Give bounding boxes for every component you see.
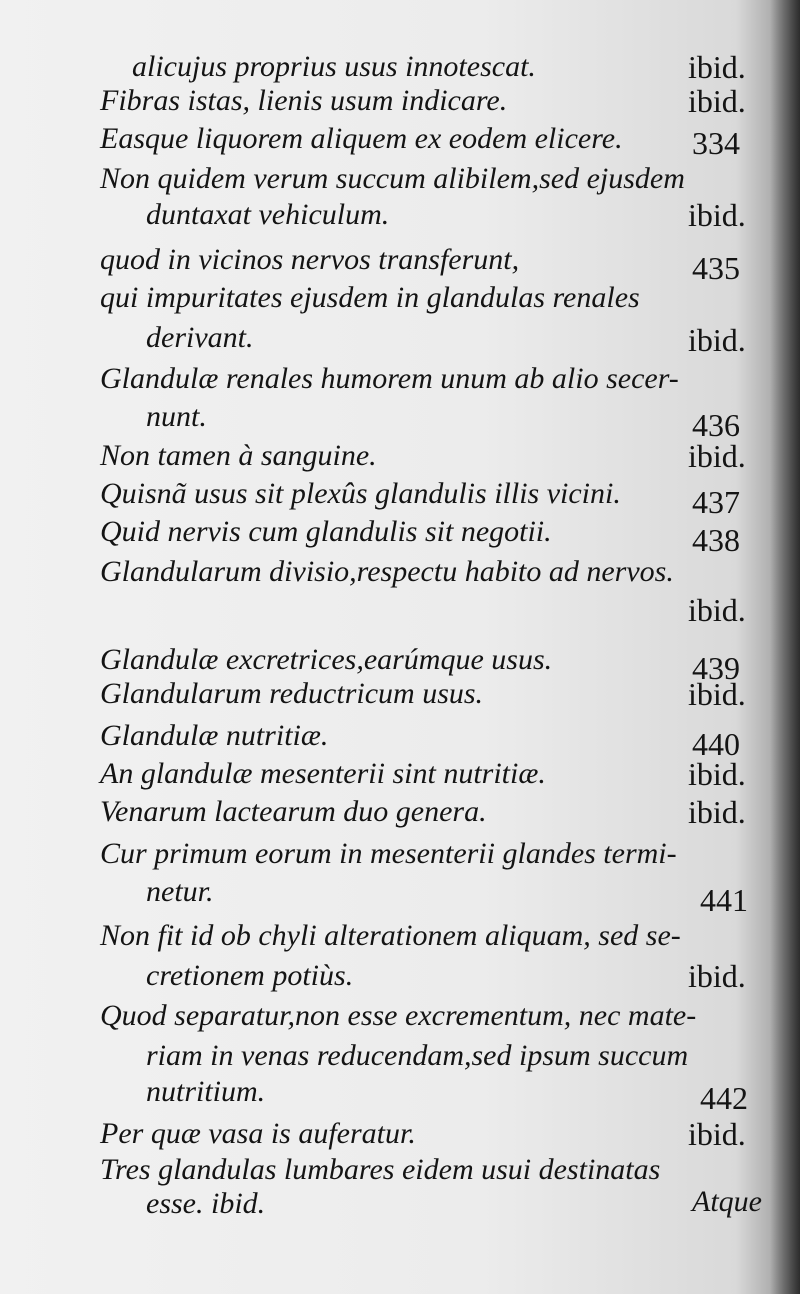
index-entry-text: esse. ibid. — [146, 1187, 266, 1220]
index-entry-page-ref: 439 — [692, 650, 740, 686]
index-entry-text: nunt. — [146, 400, 207, 433]
index-entry-page-ref: ibid. — [688, 438, 746, 474]
index-entry-page-ref: 437 — [692, 484, 740, 520]
index-entry-text: nutritium. — [146, 1075, 266, 1108]
index-entry-page-ref: ibid. — [688, 958, 746, 994]
index-entry-page-ref: ibid. — [688, 756, 746, 792]
index-entry-text: Non quidem verum succum alibilem,sed ejusdem — [100, 162, 685, 195]
index-entry-page-ref: ibid. — [688, 197, 746, 233]
index-entry-page-ref: 436 — [692, 407, 740, 443]
index-entry-page-ref: 441 — [700, 882, 748, 918]
index-entry-page-ref: ibid. — [688, 592, 746, 628]
index-entry-text: Cur primum eorum in mesenterii glandes termi- — [100, 837, 677, 870]
index-entry-text: netur. — [146, 875, 214, 908]
index-entry-text: Glandulæ renales humorem unum ab alio secer- — [100, 362, 679, 395]
index-entry-text: Non tamen à sanguine. — [100, 439, 377, 472]
index-entry-page-ref: ibid. — [688, 676, 746, 712]
index-entry-page-ref: ibid. — [688, 49, 746, 85]
index-entry-page-ref: ibid. — [688, 83, 746, 119]
catchword: Atque — [692, 1185, 762, 1218]
index-entry-text: Per quæ vasa is auferatur. — [100, 1117, 416, 1150]
index-entry-page-ref: 334 — [692, 125, 740, 161]
index-entry-text: Venarum lactearum duo genera. — [100, 795, 487, 828]
index-entry-text: duntaxat vehiculum. — [146, 198, 390, 231]
index-entry-text: Quisnã usus sit plexûs glandulis illis vicini. — [100, 477, 621, 510]
index-entry-text: Glandulæ excretrices,earúmque usus. — [100, 643, 553, 676]
index-entry-text: An glandulæ mesenterii sint nutritiæ. — [100, 757, 546, 790]
index-entry-text: Quod separatur,non esse excrementum, nec mate- — [100, 999, 697, 1032]
index-entry-page-ref: ibid. — [688, 322, 746, 358]
index-entry-text: cretionem potiùs. — [146, 959, 354, 992]
index-entry-page-ref: 442 — [700, 1080, 748, 1116]
index-entry-text: riam in venas reducendam,sed ipsum succum — [146, 1039, 689, 1072]
index-entry-text: Quid nervis cum glandulis sit negotii. — [100, 515, 552, 548]
index-entry-text: Fibras istas, lienis usum indicare. — [100, 84, 508, 117]
index-entry-text: qui impuritates ejusdem in glandulas renales — [100, 281, 640, 314]
index-entry-text: Glandulæ nutritiæ. — [100, 719, 329, 752]
index-entry-page-ref: 438 — [692, 522, 740, 558]
index-entry-text: Easque liquorem aliquem ex eodem elicere. — [100, 122, 623, 155]
index-entry-text: alicujus proprius usus innotescat. — [132, 50, 536, 83]
index-entry-page-ref: 435 — [692, 250, 740, 286]
index-entry-text: derivant. — [146, 321, 254, 354]
index-entry-text: Glandularum reductricum usus. — [100, 677, 484, 710]
index-entry-text: quod in vicinos nervos transferunt, — [100, 243, 520, 276]
index-entry-text: Tres glandulas lumbares eidem usui destinatas — [100, 1153, 661, 1186]
index-entry-page-ref: ibid. — [688, 1116, 746, 1152]
index-entry-page-ref: ibid. — [688, 794, 746, 830]
index-entry-text: Glandularum divisio,respectu habito ad nervos. — [100, 555, 674, 588]
index-entry-page-ref: 440 — [692, 726, 740, 762]
index-entry-text: Non fit id ob chyli alterationem aliquam, sed se- — [100, 919, 681, 952]
